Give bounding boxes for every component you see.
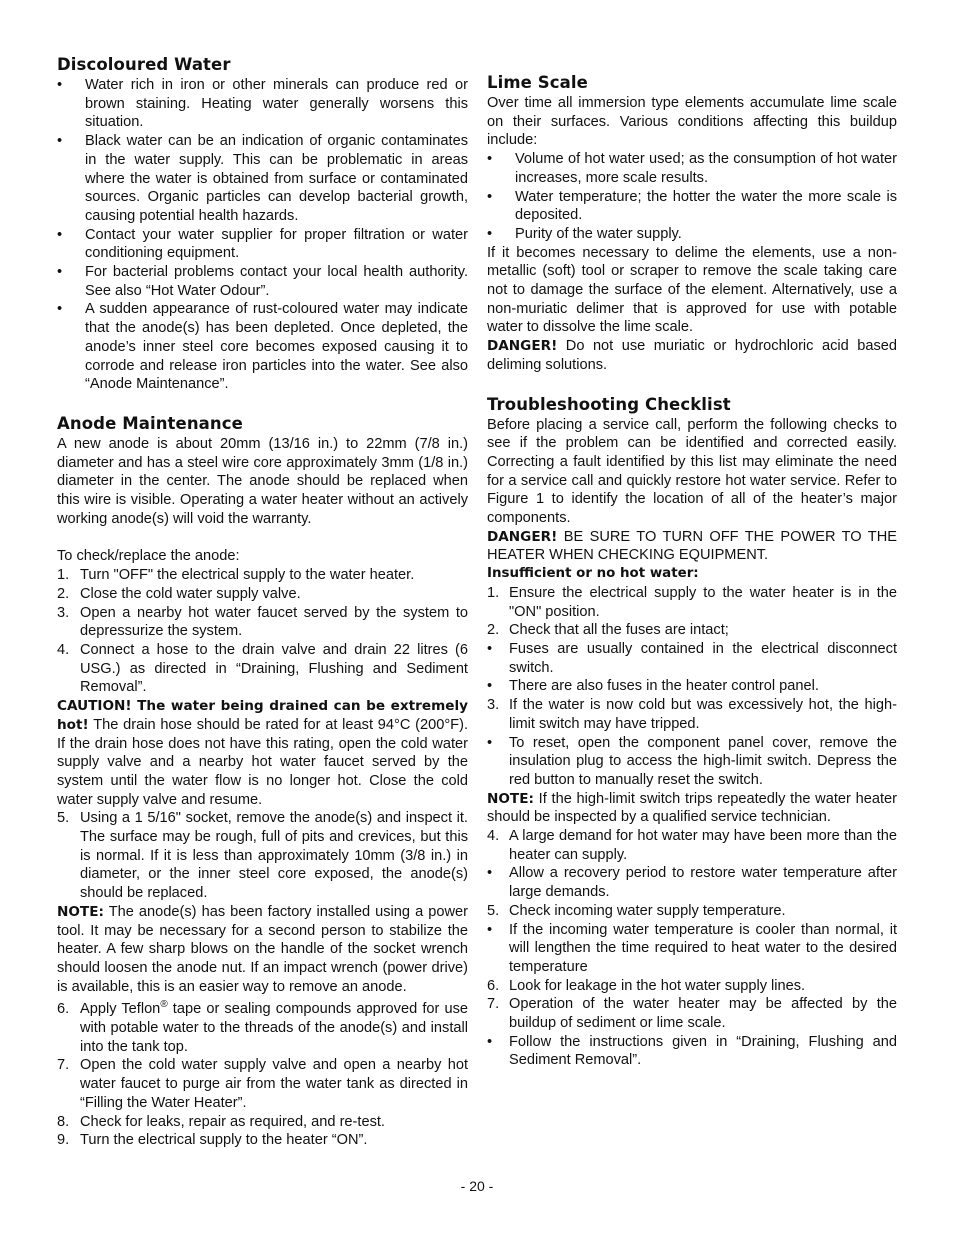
list-item: 5. Check incoming water supply temperature. bbox=[487, 902, 786, 919]
danger-label: DANGER! bbox=[487, 528, 558, 545]
lime-danger bbox=[487, 337, 897, 374]
anode-step-6-list bbox=[57, 1000, 468, 1056]
note-text: If the high-limit switch trips repeatedly the water heater should be inspected by a qualified service technician. bbox=[487, 790, 897, 826]
note-text: The anode(s) has been factory installed using a power tool. It may be necessary for a second person to stabilize the heater. A few sharp blows on the handle of the socket wrench should loosen the anode nut. If an impact wrench (power drive) is available, this is an easier way to remove an anode. bbox=[57, 903, 468, 995]
note-label: NOTE: bbox=[57, 903, 104, 920]
troubleshooting-danger bbox=[487, 528, 897, 565]
bullet-marker: • bbox=[57, 226, 63, 243]
lime-scale-list bbox=[487, 150, 897, 244]
list-item: 9. Turn the electrical supply to the heater “ON”. bbox=[57, 1132, 368, 1149]
troubleshooting-list-2 bbox=[487, 827, 897, 1070]
registered-mark: ® bbox=[160, 999, 168, 1011]
caution-text: The drain hose should be rated for at least 94°C (200°F). If the drain hose does not have this rating, open the cold water supply valve and a nearby hot water faucet served by the system until the water flow is no longer hot. Close the cold water supply valve and resume. bbox=[57, 716, 468, 808]
list-item: 1. Turn "OFF" the electrical supply to the water heater. bbox=[57, 567, 415, 584]
troubleshooting-heading: Troubleshooting Checklist bbox=[487, 394, 731, 414]
list-item: • For bacterial problems contact your local health authority. See also “Hot Water Odour”. bbox=[57, 264, 468, 299]
lime-intro: Over time all immersion type elements accumulate lime scale on their surfaces. Various conditions affecting this buildup include: bbox=[487, 95, 897, 149]
troubleshooting-list bbox=[487, 584, 897, 790]
list-item: 3. If the water is now cold but was excessively hot, the high-limit switch may have tripped. bbox=[487, 697, 897, 732]
list-item: • Water rich in iron or other minerals can produce red or brown staining. Heating water generally worsens this situation. bbox=[57, 77, 468, 131]
lime-paragraph: If it becomes necessary to delime the elements, use a non-metallic (soft) tool or scraper to remove the scale taking care not to damage the surface of the element. Alternatively, use a non-muriatic delimer that is approved for use with potable water to dissolve the lime scale. bbox=[487, 244, 897, 336]
list-item: 3. Open a nearby hot water faucet served by the system to depressurize the system. bbox=[57, 604, 468, 640]
list-item: • Water temperature; the hotter the water the more scale is deposited. bbox=[487, 188, 897, 224]
anode-step-5-list bbox=[57, 809, 468, 903]
troubleshooting-intro: Before placing a service call, perform the following checks to see if the problem can be identified and corrected easily. Correcting a fault identified by this list may eliminate the need for a service call and quickly restore hot water service. Refer to Figure 1 to identify the location of all of the heater’s major components. bbox=[487, 416, 897, 527]
insufficient-hot-water-subheading: Insufficient or no hot water: bbox=[487, 566, 699, 582]
list-item: • If the incoming water temperature is cooler than normal, it will lengthen the time required to heat water to the desired temperature bbox=[487, 921, 897, 975]
bullet-marker: • bbox=[57, 301, 63, 318]
note-paragraph bbox=[57, 903, 468, 997]
list-item: 4. A large demand for hot water may have been more than the heater can supply. bbox=[487, 828, 897, 863]
right-column bbox=[487, 72, 897, 1070]
list-item: • Black water can be an indication of organic contaminates in the water supply. This can be problematic in areas where the water is obtained from surface or contaminated sources. Organic particles can develop bacterial growth, causing potential health hazards. bbox=[57, 133, 468, 224]
list-item: 1. Ensure the electrical supply to the water heater is in the "ON" position. bbox=[487, 584, 897, 620]
bullet-marker: • bbox=[57, 77, 63, 93]
list-item: • Follow the instructions given in “Draining, Flushing and Sediment Removal”. bbox=[487, 1033, 897, 1069]
list-item: 7. Operation of the water heater may be affected by the buildup of sediment or lime scale. bbox=[487, 996, 897, 1032]
list-item: 2. Check that all the fuses are intact; bbox=[487, 622, 729, 639]
bullet-marker: • bbox=[487, 151, 493, 168]
anode-steps-list-2 bbox=[57, 1056, 468, 1150]
list-item: • There are also fuses in the heater control panel. bbox=[487, 678, 819, 695]
bullet-marker: • bbox=[487, 225, 493, 242]
list-item: 5. Using a 1 5/16" socket, remove the anode(s) and inspect it. The surface may be rough, full of pits and crevices, but this is normal. If it is less than approximately 10mm (3/8 in.) in diameter, or the inner steel core exposed, the anode(s) should be replaced. bbox=[57, 810, 468, 902]
list-item: • Volume of hot water used; as the consumption of hot water increases, more scale results. bbox=[487, 151, 897, 186]
caution-label: CAUTION! The water being drained can be extremely hot! bbox=[57, 698, 468, 733]
page-number: - 20 - bbox=[460, 1178, 494, 1194]
anode-intro: A new anode is about 20mm (13/16 in.) to 22mm (7/8 in.) diameter and has a steel wire core approximately 3mm (1/8 in.) diameter in the center. The anode should be replaced when this wire is visible. Operating a water heater without an actively working anode(s) will void the warranty. bbox=[57, 435, 468, 527]
list-item: • To reset, open the component panel cover, remove the insulation plug to access the high-limit switch. Depress the red button to manually reset the switch. bbox=[487, 734, 897, 788]
danger-text: BE SURE TO TURN OFF THE POWER TO THE HEATER WHEN CHECKING EQUIPMENT. bbox=[487, 528, 897, 564]
list-item: 2. Close the cold water supply valve. bbox=[57, 585, 301, 602]
note-label: NOTE: bbox=[487, 790, 534, 807]
list-item: • Fuses are usually contained in the electrical disconnect switch. bbox=[487, 640, 897, 676]
left-column bbox=[57, 54, 468, 1150]
discoloured-water-heading: Discoloured Water bbox=[57, 55, 231, 74]
danger-text: Do not use muriatic or hydrochloric acid based deliming solutions. bbox=[487, 338, 897, 373]
anode-steps-list bbox=[57, 566, 468, 697]
bullet-marker: • bbox=[57, 264, 63, 281]
list-item: • A sudden appearance of rust-coloured water may indicate that the anode(s) has been depleted. Once depleted, the anode’s inner steel core becomes exposed causing it to corrode and release iron particles into the water. See also “Anode Maintenance”. bbox=[57, 301, 468, 393]
troubleshooting-note bbox=[487, 790, 897, 827]
list-item: • Contact your water supplier for proper filtration or water conditioning equipment. bbox=[57, 226, 468, 262]
caution-paragraph bbox=[57, 697, 468, 809]
bullet-marker: • bbox=[487, 188, 493, 205]
lime-scale-heading: Lime Scale bbox=[487, 73, 588, 92]
list-item: • Allow a recovery period to restore water temperature after large demands. bbox=[487, 865, 897, 901]
list-item: 6. Look for leakage in the hot water supply lines. bbox=[487, 977, 806, 994]
list-item: 8. Check for leaks, repair as required, and re-test. bbox=[57, 1113, 385, 1130]
anode-check-intro: To check/replace the anode: bbox=[57, 548, 240, 565]
bullet-marker: • bbox=[57, 133, 63, 150]
list-item: 6. Apply Teflon® tape or sealing compounds approved for use with potable water to the threads of the anode(s) and install into the tank top. bbox=[57, 999, 468, 1055]
list-item: 4. Connect a hose to the drain valve and drain 22 litres (6 USG.) as directed in “Draining, Flushing and Sediment Removal”. bbox=[57, 641, 468, 696]
list-item: 7. Open the cold water supply valve and open a nearby hot water faucet to purge air from the water tank as directed in “Filling the Water Heater”. bbox=[57, 1057, 468, 1111]
anode-maintenance-heading: Anode Maintenance bbox=[57, 413, 243, 433]
discoloured-water-list bbox=[57, 76, 468, 394]
danger-label: DANGER! bbox=[487, 338, 558, 355]
list-item: • Purity of the water supply. bbox=[487, 225, 682, 242]
